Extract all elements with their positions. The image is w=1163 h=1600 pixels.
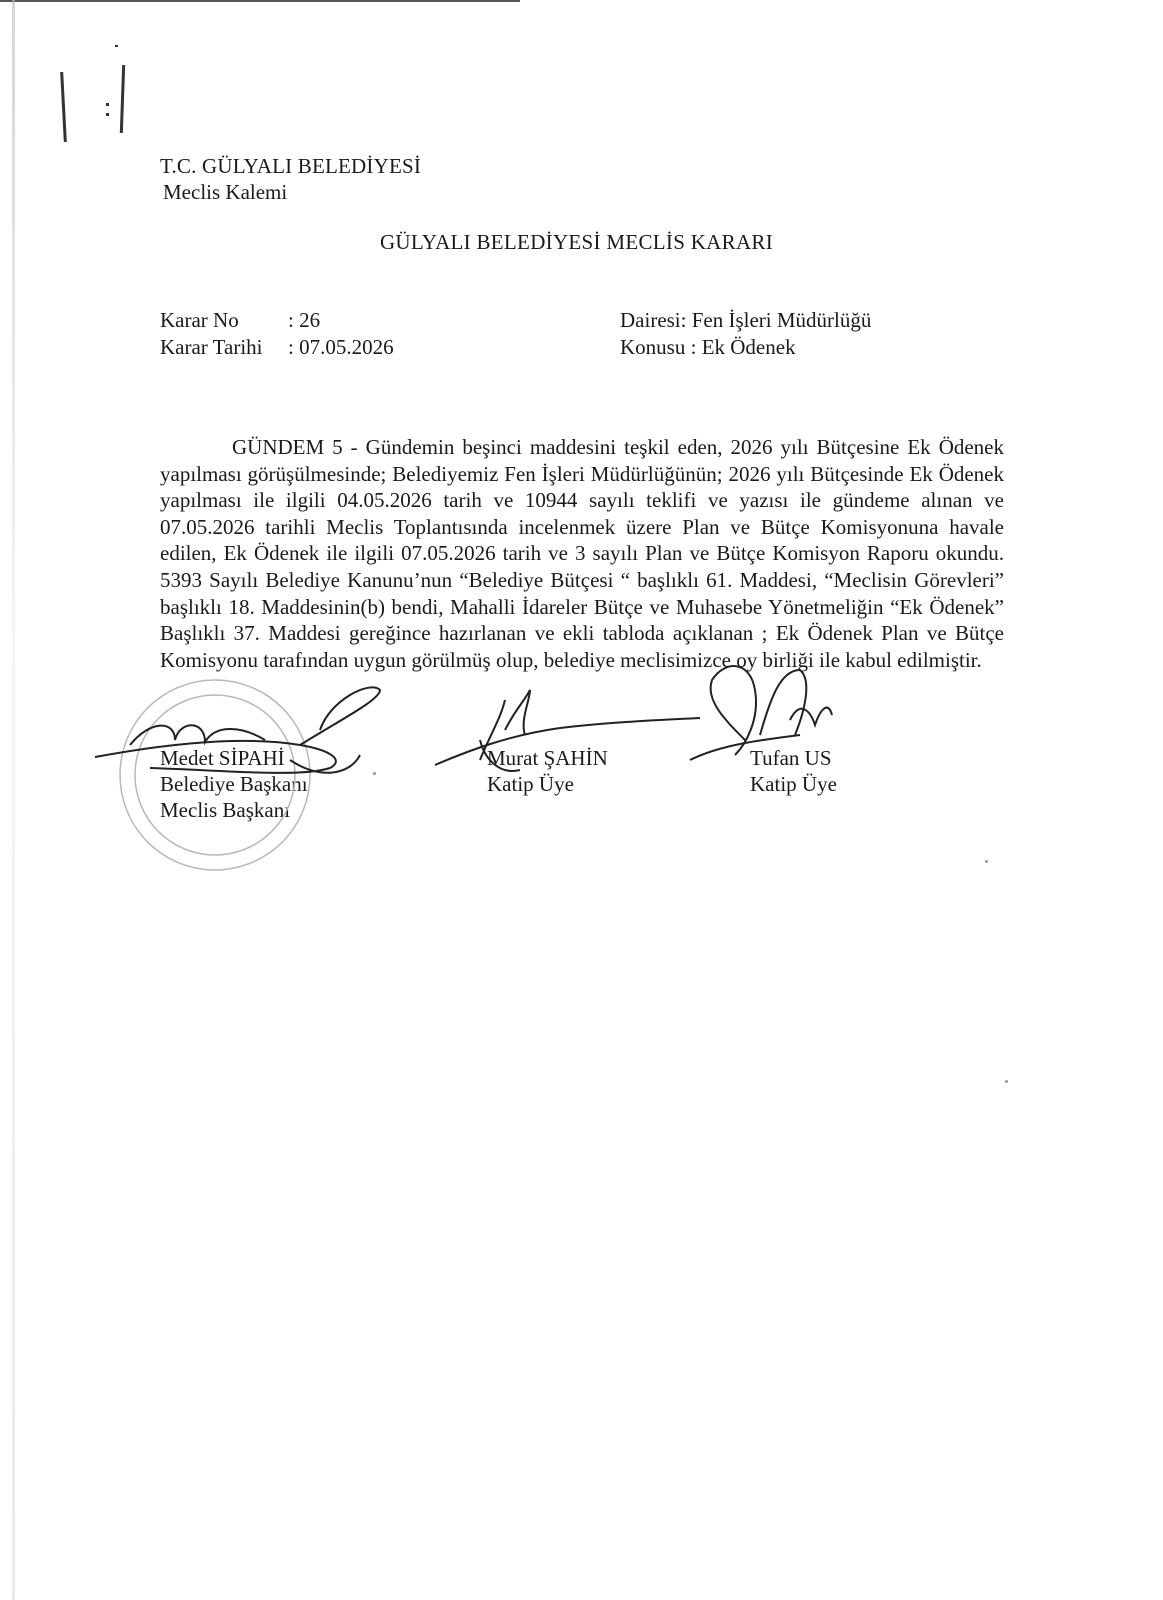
margin-mark-5: [115, 45, 118, 47]
scan-edge-top: [0, 0, 520, 2]
signatory-name: Murat ŞAHİN: [487, 746, 608, 770]
organization-name: T.C. GÜLYALI BELEDİYESİ: [160, 154, 422, 178]
scan-speck: [1005, 1080, 1008, 1083]
document-header: [160, 153, 421, 205]
department-name: Meclis Kalemi: [163, 180, 288, 204]
scan-speck: [985, 860, 988, 863]
decision-date-row: [160, 334, 394, 361]
scan-speck: [373, 772, 376, 775]
subject-value: Ek Ödenek: [701, 335, 796, 359]
signatory-clerk-1: [487, 745, 608, 797]
decision-date-value: : 07.05.2026: [288, 335, 394, 359]
subject-label: Konusu :: [620, 335, 697, 359]
document-title-text: GÜLYALI BELEDİYESİ MECLİS KARARI: [379, 230, 774, 254]
document-title: [0, 230, 1163, 255]
decision-date-label: Karar Tarihi: [160, 335, 263, 359]
signatory-title: Katip Üye: [487, 772, 574, 796]
margin-mark-3: [106, 103, 109, 106]
margin-mark-4: [106, 113, 109, 116]
signatory-chairman: [160, 745, 308, 823]
department-meta: [620, 307, 871, 361]
decision-body: GÜNDEM 5 - Gündemin beşinci maddesini teşkil eden, 2026 yılı Bütçesine Ek Ödenek yapılması görüşülmesinde; Belediyemiz Fen İşleri Müdürlüğünün; 2026 yılı Bütçesinde Ek Ödenek yapılması ile ilgili 04.05.2026 tarih ve 10944 sayılı teklifi ve yazısı ile gündeme alınan ve 07.05.2026 tarihli Meclis Toplantısında incelenmek üzere Plan ve Bütçe Komisyonuna havale edilen, Ek Ödenek ile ilgili 07.05.2026 tarih ve 3 sayılı Plan ve Bütçe Komisyon Raporu okundu. 5393 Sayılı Belediye Kanunu’nun “Belediye Bütçesi “ başlıklı 61. Maddesi, “Meclisin Görevleri” başlıklı 18. Maddesinin(b) bendi, Mahalli İdareler Bütçe ve Muhasebe Yönetmeliğin “Ek Ödenek” Başlıklı 37. Maddesi gereğince hazırlanan ve ekli tabloda açıklanan ; Ek Ödenek Plan ve Bütçe Komisyonu tarafından uygun görülmüş olup, belediye meclisimizce oy birliği ile kabul edilmiştir.: [160, 435, 1004, 672]
signatory-title: Meclis Başkanı: [160, 798, 291, 822]
department-row: [620, 307, 871, 334]
decision-meta: [160, 307, 394, 361]
department-value: Fen İşleri Müdürlüğü: [691, 308, 872, 332]
subject-row: [620, 334, 871, 361]
signatory-title: Belediye Başkanı: [160, 772, 308, 796]
signatory-name: Medet SİPAHİ: [160, 746, 285, 770]
margin-mark-1: [60, 72, 67, 142]
department-label: Dairesi:: [620, 308, 687, 332]
signatory-name: Tufan US: [750, 746, 832, 770]
signatory-title: Katip Üye: [750, 772, 837, 796]
margin-mark-2: [120, 65, 125, 133]
decision-no-value: : 26: [288, 308, 321, 332]
decision-no-label: Karar No: [160, 308, 239, 332]
signatory-clerk-2: [750, 745, 837, 797]
decision-no-row: [160, 307, 394, 334]
